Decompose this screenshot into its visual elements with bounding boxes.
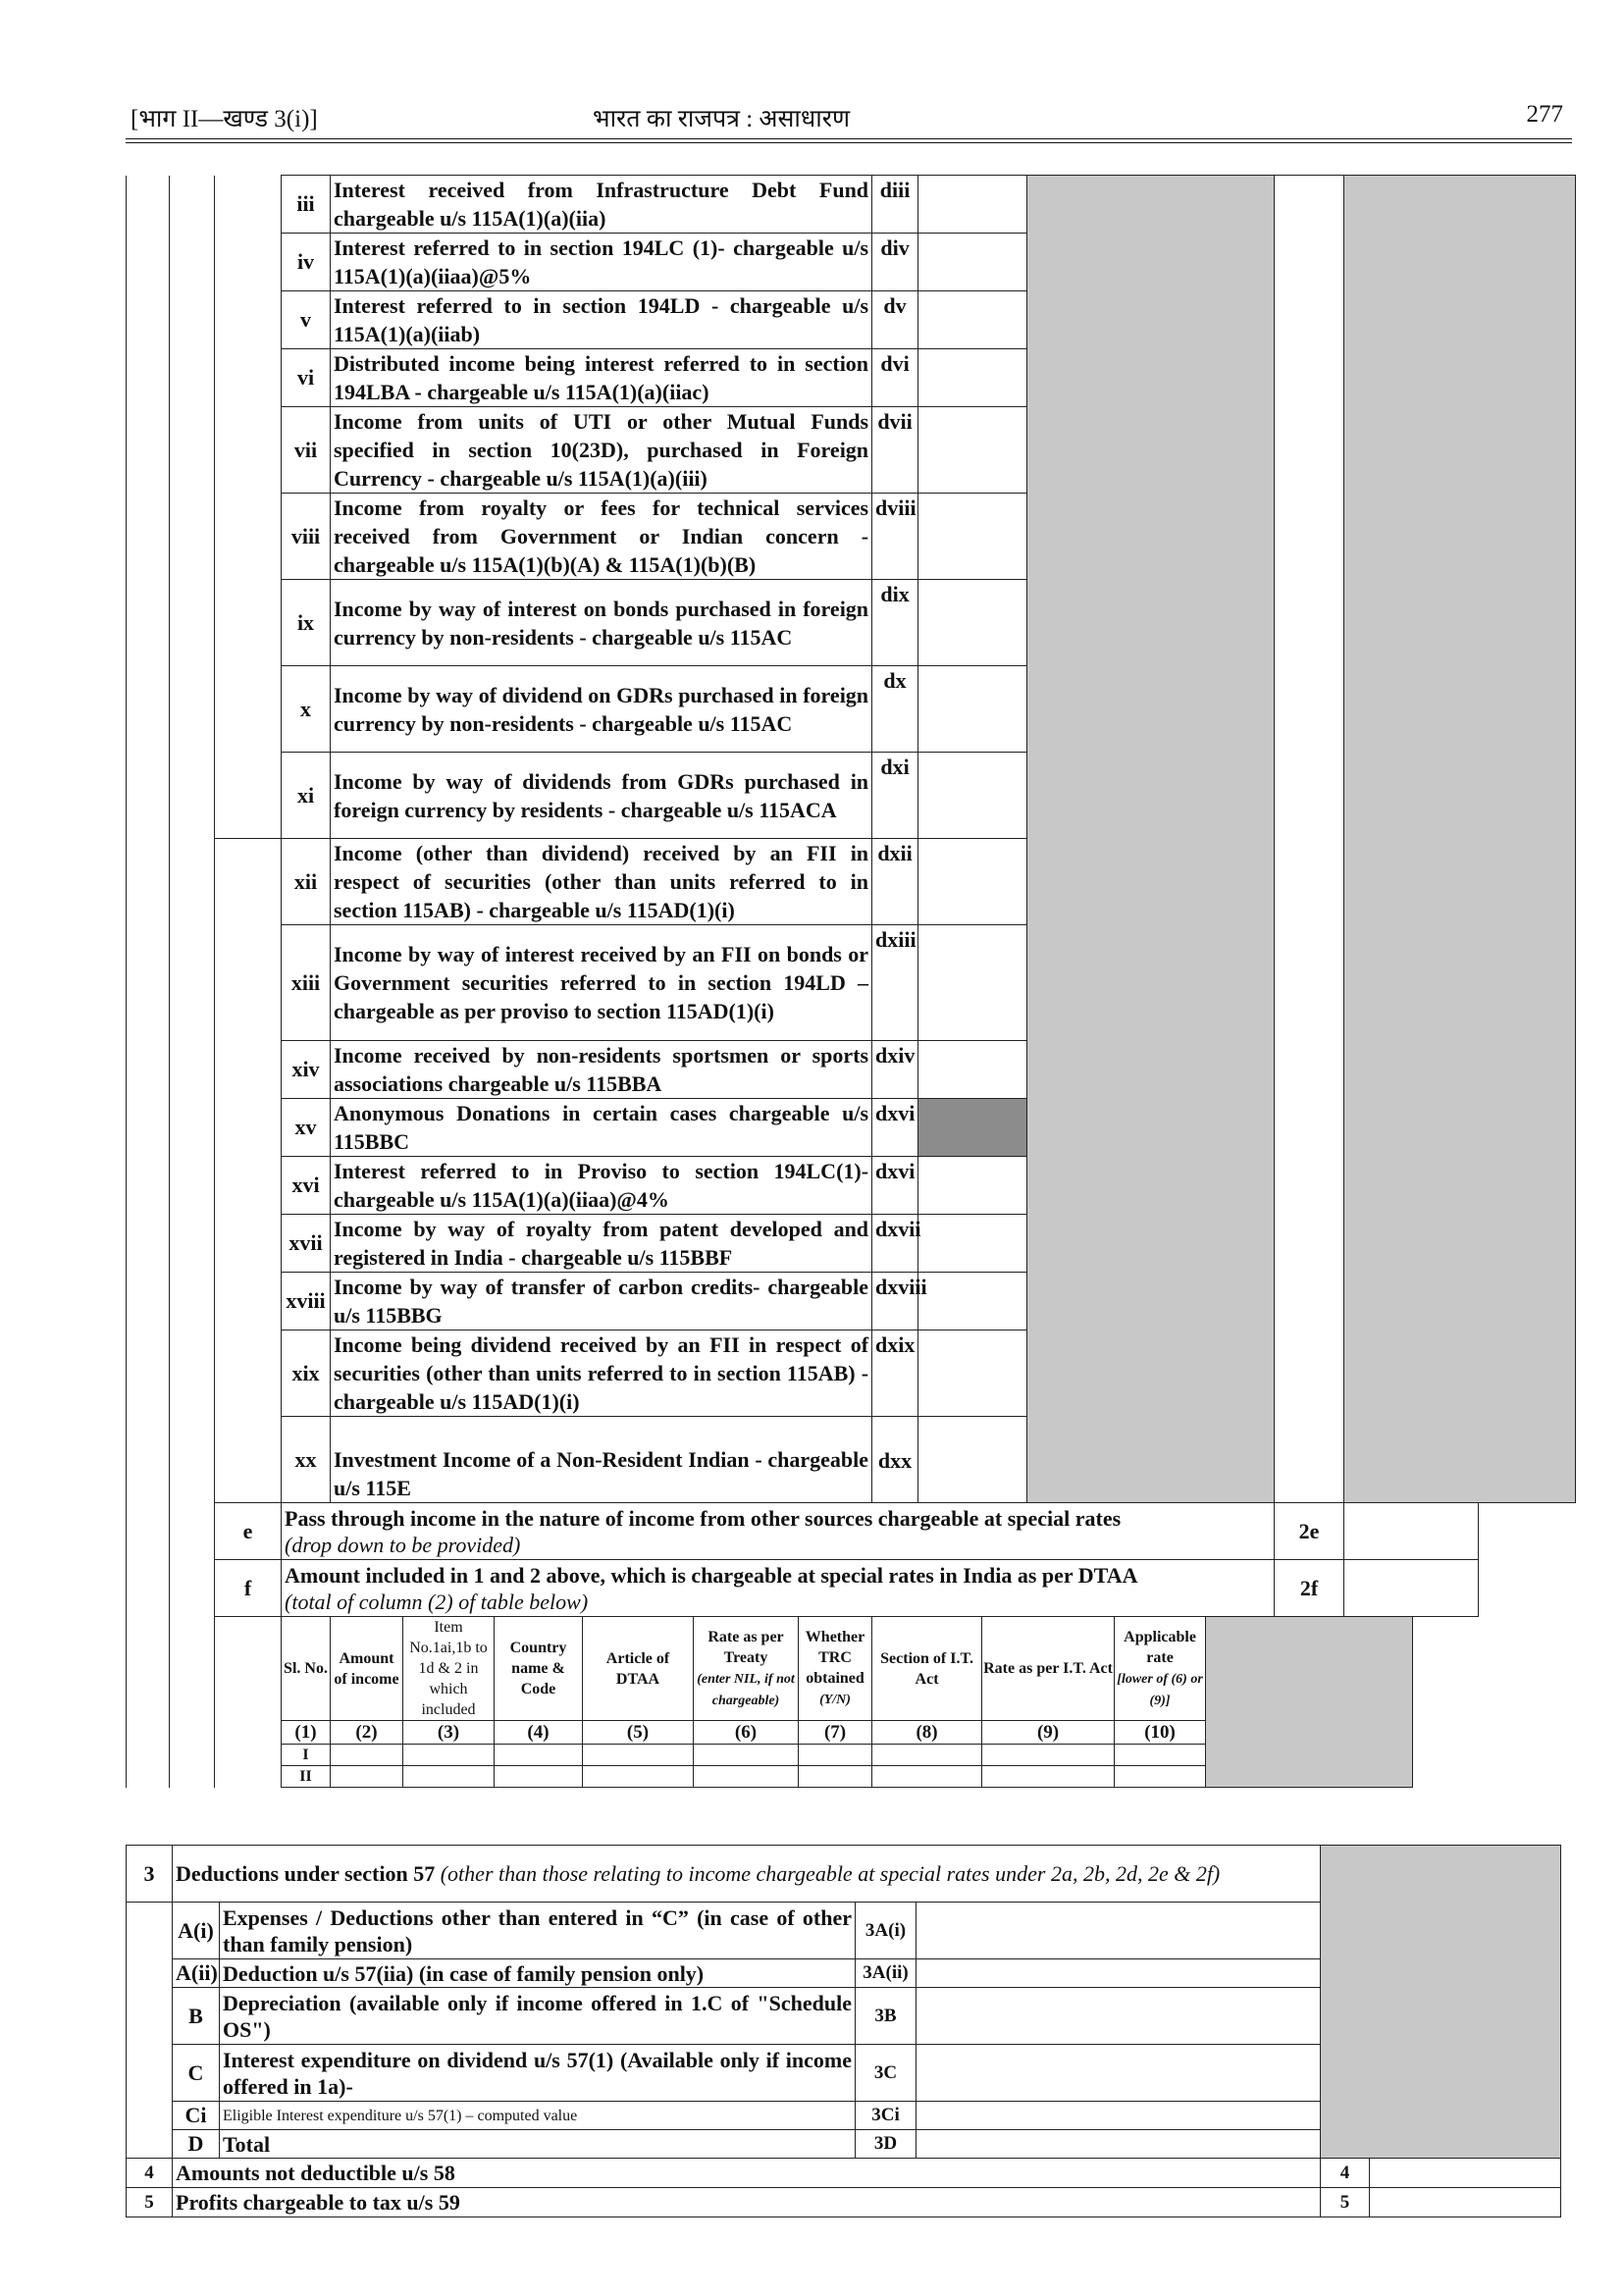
- row5: [127, 2188, 1561, 2217]
- dtaa-column-number: (10): [1115, 1721, 1206, 1745]
- margin-cell: [127, 1041, 170, 1099]
- margin-cell: [170, 1330, 215, 1417]
- dtaa-header-label: Rate as per Treaty: [707, 1628, 784, 1666]
- dtaa-input-cell[interactable]: [872, 1745, 982, 1766]
- row-label: e: [215, 1503, 282, 1560]
- row-number: v: [282, 291, 331, 349]
- row-number: viii: [282, 494, 331, 580]
- dtaa-input-cell[interactable]: [1115, 1766, 1206, 1788]
- row-description: Interest received from Infrastructure Debt Fund chargeable u/s 115A(1)(a)(iia): [331, 176, 872, 234]
- margin-cell: [170, 925, 215, 1041]
- row-number: iii: [282, 176, 331, 234]
- amount-field[interactable]: [918, 234, 1027, 291]
- amount-field[interactable]: [918, 580, 1027, 666]
- margin-cell: [127, 407, 170, 494]
- row-code: dxix: [872, 1330, 918, 1417]
- row-note: (drop down to be provided): [285, 1532, 521, 1557]
- row-code: dxx: [872, 1417, 918, 1503]
- margin-cell: [170, 1503, 215, 1560]
- dtaa-input-cell[interactable]: [403, 1766, 495, 1788]
- dtaa-input-cell[interactable]: [694, 1745, 799, 1766]
- row-code: dxii: [872, 839, 918, 925]
- deduction-label: A(i): [173, 1903, 220, 1959]
- dtaa-input-cell[interactable]: [799, 1766, 872, 1788]
- dtaa-column-header: [694, 1617, 799, 1721]
- amount-field[interactable]: [918, 1330, 1027, 1417]
- shaded-area: [1344, 176, 1576, 1503]
- sub-item-cell: [215, 1215, 282, 1273]
- row-number: xiii: [282, 925, 331, 1041]
- dtaa-column-header: [872, 1617, 982, 1721]
- dtaa-column-number: (8): [872, 1721, 982, 1745]
- margin-cell: [170, 580, 215, 666]
- row-code: dix: [872, 580, 918, 666]
- dtaa-column-header: [331, 1617, 403, 1721]
- margin-cell: [170, 234, 215, 291]
- sub-item-cell: [215, 1099, 282, 1157]
- amount-field[interactable]: [918, 1215, 1027, 1273]
- deduction-text: Depreciation (available only if income offered in 1.C of "Schedule OS"): [220, 1988, 856, 2045]
- sub-item-cell: [215, 1330, 282, 1417]
- margin-cell: [127, 1903, 173, 2159]
- row-row_f: [127, 1560, 1576, 1617]
- row-code: dv: [872, 291, 918, 349]
- row-code: dxi: [872, 753, 918, 839]
- margin-cell: [127, 925, 170, 1041]
- dtaa-header-label: Section of I.T. Act: [880, 1649, 973, 1688]
- margin-cell: [170, 1041, 215, 1099]
- section-57-deductions-table: [126, 1845, 1561, 2217]
- gazette-title: भारत का राजपत्र : असाधारण: [593, 106, 851, 132]
- margin-cell: [170, 1617, 215, 1788]
- dtaa-column-number: (9): [982, 1721, 1115, 1745]
- margin-cell: [127, 349, 170, 407]
- row-number: xiv: [282, 1041, 331, 1099]
- row-code: dxvi: [872, 1157, 918, 1215]
- sub-item-cell: [215, 580, 282, 666]
- row-description: Interest referred to in section 194LD - chargeable u/s 115A(1)(a)(iiab): [331, 291, 872, 349]
- dtaa-header-label: Rate as per I.T. Act: [983, 1660, 1113, 1677]
- margin-cell: [127, 234, 170, 291]
- row-code: dxviii: [872, 1273, 918, 1330]
- margin-cell: [127, 753, 170, 839]
- row-code: 2f: [1275, 1560, 1344, 1617]
- dtaa-input-cell[interactable]: [982, 1745, 1115, 1766]
- dtaa-header-label: Amount of income: [334, 1649, 399, 1688]
- dtaa-column-header: [1115, 1617, 1206, 1721]
- sub-item-cell: [215, 666, 282, 753]
- amount-field[interactable]: [918, 407, 1027, 494]
- header-rule: [126, 138, 1572, 139]
- header-rule-double: [126, 142, 1572, 143]
- deduction-label: C: [173, 2045, 220, 2102]
- row-number: xvii: [282, 1215, 331, 1273]
- row-number: vii: [282, 407, 331, 494]
- margin-cell: [170, 1157, 215, 1215]
- dtaa-header-label: Sl. No.: [284, 1660, 328, 1677]
- margin-cell: [170, 291, 215, 349]
- dtaa-input-cell[interactable]: [495, 1766, 583, 1788]
- row-text: Amounts not deductible u/s 58: [173, 2159, 1321, 2188]
- margin-cell: [170, 1560, 215, 1617]
- deduction-text: Expenses / Deductions other than entered in “C” (in case of other than family pension): [220, 1903, 856, 1959]
- sub-item-cell: [215, 753, 282, 839]
- margin-cell: [215, 1617, 282, 1788]
- row-number: xi: [282, 753, 331, 839]
- dtaa-column-header: [282, 1617, 331, 1721]
- sub-item-cell: [215, 349, 282, 407]
- margin-cell: [170, 176, 215, 234]
- section-3-note: (other than those relating to income chargeable at special rates under 2a, 2b, 2d, 2e & 2f): [440, 1861, 1221, 1886]
- row-number: xx: [282, 1417, 331, 1503]
- dtaa-header-label: Item No.1ai,1b to 1d & 2 in which included: [409, 1619, 488, 1718]
- dtaa-input-cell[interactable]: [403, 1745, 495, 1766]
- row-description: Income by way of transfer of carbon credits- chargeable u/s 115BBG: [331, 1273, 872, 1330]
- amount-field[interactable]: [918, 925, 1027, 1041]
- sub-item-cell: [215, 1041, 282, 1099]
- row-description: Income by way of dividend on GDRs purchased in foreign currency by non-residents - chargeable u/s 115AC: [331, 666, 872, 753]
- margin-cell: [170, 1099, 215, 1157]
- margin-cell: [170, 407, 215, 494]
- amount-field[interactable]: [918, 291, 1027, 349]
- margin-cell: [127, 176, 170, 234]
- amount-field[interactable]: [917, 1903, 1321, 1959]
- amount-field[interactable]: [1370, 2159, 1561, 2188]
- amount-field[interactable]: [918, 1157, 1027, 1215]
- shaded-area: [1321, 1846, 1561, 2159]
- margin-cell: [127, 666, 170, 753]
- dtaa-header-label: Article of DTAA: [605, 1649, 670, 1688]
- row-code: 2e: [1275, 1503, 1344, 1560]
- sub-item-cell: [215, 494, 282, 580]
- schedule-os-special-rates-table: [126, 175, 1576, 1788]
- amount-field[interactable]: [918, 666, 1027, 753]
- row-description: Interest referred to in section 194LC (1)- chargeable u/s 115A(1)(a)(iiaa)@5%: [331, 234, 872, 291]
- deduction-text: Deduction u/s 57(iia) (in case of family pension only): [220, 1959, 856, 1988]
- margin-cell: [170, 1273, 215, 1330]
- margin-cell: [170, 1215, 215, 1273]
- amount-field[interactable]: [918, 753, 1027, 839]
- deduction-text: Eligible Interest expenditure u/s 57(1) – computed value: [220, 2102, 856, 2130]
- margin-cell: [127, 1617, 170, 1788]
- margin-cell: [127, 1560, 170, 1617]
- dtaa-column-number: (6): [694, 1721, 799, 1745]
- row-number: 5: [127, 2188, 173, 2217]
- amount-field[interactable]: [918, 1417, 1027, 1503]
- dtaa-column-header: [799, 1617, 872, 1721]
- deduction-code: 3D: [856, 2130, 917, 2159]
- margin-cell: [170, 753, 215, 839]
- margin-cell: [127, 1417, 170, 1503]
- page-header: [0, 101, 1624, 140]
- row-number: xv: [282, 1099, 331, 1157]
- amount-field[interactable]: [918, 494, 1027, 580]
- deduction-text: Interest expenditure on dividend u/s 57(1) (Available only if income offered in 1a)-: [220, 2045, 856, 2102]
- dtaa-input-cell[interactable]: [694, 1766, 799, 1788]
- dtaa-input-cell[interactable]: [583, 1766, 694, 1788]
- section-3-title: [173, 1846, 1321, 1903]
- amount-field[interactable]: [1344, 1560, 1479, 1617]
- margin-cell: [127, 1215, 170, 1273]
- dtaa-input-cell[interactable]: [1115, 1745, 1206, 1766]
- row-description: Anonymous Donations in certain cases chargeable u/s 115BBC: [331, 1099, 872, 1157]
- row-number: xvi: [282, 1157, 331, 1215]
- dtaa-header-label: Whether TRC obtained: [805, 1629, 865, 1687]
- row-description: Income from royalty or fees for technical services received from Government or Indian concern - chargeable u/s 115A(1)(b)(A) & 115A(1)(b)(B): [331, 494, 872, 580]
- row-description: Income by way of royalty from patent developed and registered in India - chargeable u/s 115BBF: [331, 1215, 872, 1273]
- row-number: 4: [127, 2159, 173, 2188]
- row-number: xviii: [282, 1273, 331, 1330]
- dtaa-column-header: [982, 1617, 1115, 1721]
- dtaa-input-cell[interactable]: [799, 1745, 872, 1766]
- row-number: xii: [282, 839, 331, 925]
- margin-cell: [127, 291, 170, 349]
- row-code: dxiv: [872, 1041, 918, 1099]
- sub-item-cell: [215, 925, 282, 1041]
- dtaa-header-note: (Y/N): [819, 1693, 851, 1707]
- amount-field[interactable]: [918, 176, 1027, 234]
- margin-cell: [127, 580, 170, 666]
- amount-field[interactable]: [918, 1273, 1027, 1330]
- deduction-label: Ci: [173, 2102, 220, 2130]
- amount-field[interactable]: [1344, 1503, 1479, 1560]
- deduction-code: 3A(i): [856, 1903, 917, 1959]
- row-code: dx: [872, 666, 918, 753]
- row-description: Income from units of UTI or other Mutual Funds specified in section 10(23D), purchased in Foreign Currency - chargeable u/s 115A(1)(a)(iii): [331, 407, 872, 494]
- row-title: Pass through income in the nature of income from other sources chargeable at special rates: [285, 1505, 1122, 1531]
- row-description: Investment Income of a Non-Resident Indian - chargeable u/s 115E: [331, 1417, 872, 1503]
- sub-item-cell: [215, 291, 282, 349]
- amount-field[interactable]: [917, 2102, 1321, 2130]
- row-description: Income being dividend received by an FII in respect of securities (other than units referred to in section 115AB) - chargeable u/s 115AD(1)(i): [331, 1330, 872, 1417]
- sub-item-cell: [215, 407, 282, 494]
- row-code: 5: [1321, 2188, 1370, 2217]
- margin-cell: [170, 494, 215, 580]
- deduction-code: 3B: [856, 1988, 917, 2045]
- row-description: Interest referred to in Proviso to section 194LC(1)-chargeable u/s 115A(1)(a)(iiaa)@4%: [331, 1157, 872, 1215]
- dtaa-input-cell[interactable]: [583, 1745, 694, 1766]
- row-row_e: [127, 1503, 1576, 1560]
- dtaa-column-number: (1): [282, 1721, 331, 1745]
- dtaa-row-label: II: [282, 1766, 331, 1788]
- dtaa-header-note: (enter NIL, if not chargeable): [697, 1671, 795, 1708]
- page-number: 277: [1526, 101, 1563, 128]
- row-description: Income by way of dividends from GDRs purchased in foreign currency by residents - chargeable u/s 115ACA: [331, 753, 872, 839]
- row-code: dxvi: [872, 1099, 918, 1157]
- dtaa-header-label: Applicable rate: [1124, 1628, 1196, 1666]
- deduction-label: B: [173, 1988, 220, 2045]
- row-description: Distributed income being interest referred to in section 194LBA - chargeable u/s 115A(1)(a)(iiac): [331, 349, 872, 407]
- dtaa-column-number: (2): [331, 1721, 403, 1745]
- row-number: vi: [282, 349, 331, 407]
- row-number: xix: [282, 1330, 331, 1417]
- margin-cell: [127, 1157, 170, 1215]
- row-code: dvi: [872, 349, 918, 407]
- row-description: Income by way of interest received by an FII on bonds or Government securities referred to in section 194LD – chargeable as per proviso to section 115AD(1)(i): [331, 925, 872, 1041]
- section-3-title-row: [127, 1846, 1561, 1903]
- margin-cell: [170, 349, 215, 407]
- part-section-label: [भाग II—खण्ड 3(i)]: [131, 106, 318, 132]
- margin-cell: [127, 1330, 170, 1417]
- blank-gap: [1275, 176, 1344, 1503]
- section-3-heading: Deductions under section 57: [176, 1861, 436, 1886]
- amount-field[interactable]: [1370, 2188, 1561, 2217]
- margin-cell: [127, 1099, 170, 1157]
- dtaa-header-label: Country name & Code: [509, 1640, 567, 1697]
- dtaa-column-header: [403, 1617, 495, 1721]
- margin-cell: [127, 1273, 170, 1330]
- dtaa-input-cell[interactable]: [495, 1745, 583, 1766]
- deduction-label: D: [173, 2130, 220, 2159]
- row-code: div: [872, 234, 918, 291]
- amount-field[interactable]: [917, 2045, 1321, 2102]
- deduction-label: A(ii): [173, 1959, 220, 1988]
- row-code: dvii: [872, 407, 918, 494]
- deduction-code: 3C: [856, 2045, 917, 2102]
- dtaa-row-label: I: [282, 1745, 331, 1766]
- amount-field[interactable]: [918, 1041, 1027, 1099]
- row-description: Income by way of interest on bonds purchased in foreign currency by non-residents - chargeable u/s 115AC: [331, 580, 872, 666]
- amount-field[interactable]: [917, 2130, 1321, 2159]
- dtaa-input-cell[interactable]: [872, 1766, 982, 1788]
- row-text: [282, 1503, 1275, 1560]
- dtaa-header-row: [127, 1617, 1576, 1721]
- sub-item-cell: [215, 234, 282, 291]
- sub-item-cell: [215, 839, 282, 925]
- row-code: diii: [872, 176, 918, 234]
- row-number: ix: [282, 580, 331, 666]
- sub-item-cell: [215, 1417, 282, 1503]
- margin-cell: [127, 1503, 170, 1560]
- dtaa-column-number: (7): [799, 1721, 872, 1745]
- margin-cell: [170, 666, 215, 753]
- row-number: 3: [127, 1846, 173, 1903]
- margin-cell: [127, 494, 170, 580]
- row-code: dxiii: [872, 925, 918, 1041]
- dtaa-header-note: [lower of (6) or (9)]: [1117, 1671, 1203, 1708]
- amount-field[interactable]: [917, 1988, 1321, 2045]
- row-code: dxvii: [872, 1215, 918, 1273]
- deduction-code: 3A(ii): [856, 1959, 917, 1988]
- shaded-area: [1027, 176, 1275, 1503]
- row4: [127, 2159, 1561, 2188]
- dtaa-input-cell[interactable]: [331, 1766, 403, 1788]
- shaded-area: [1206, 1617, 1413, 1788]
- dtaa-column-header: [495, 1617, 583, 1721]
- row-number: x: [282, 666, 331, 753]
- dtaa-input-cell[interactable]: [331, 1745, 403, 1766]
- sub-item-cell: [215, 1157, 282, 1215]
- row-title: Amount included in 1 and 2 above, which is chargeable at special rates in India as per DTAA: [285, 1562, 1138, 1588]
- dtaa-column-number: (3): [403, 1721, 495, 1745]
- row-label: f: [215, 1560, 282, 1617]
- row-code: dviii: [872, 494, 918, 580]
- dtaa-input-cell[interactable]: [982, 1766, 1115, 1788]
- margin-cell: [127, 839, 170, 925]
- dtaa-column-number: (5): [583, 1721, 694, 1745]
- sub-item-cell: [215, 1273, 282, 1330]
- row-number: iv: [282, 234, 331, 291]
- deduction-code: 3Ci: [856, 2102, 917, 2130]
- amount-field[interactable]: [918, 1099, 1027, 1157]
- dtaa-column-header: [583, 1617, 694, 1721]
- amount-field[interactable]: [918, 349, 1027, 407]
- special-rate-row: [127, 176, 1576, 234]
- row-text: [282, 1560, 1275, 1617]
- margin-cell: [170, 1417, 215, 1503]
- deduction-text: Total: [220, 2130, 856, 2159]
- amount-field[interactable]: [918, 839, 1027, 925]
- row-description: Income (other than dividend) received by an FII in respect of securities (other than units referred to in section 115AB) - chargeable u/s 115AD(1)(i): [331, 839, 872, 925]
- dtaa-column-number: (4): [495, 1721, 583, 1745]
- row-note: (total of column (2) of table below): [285, 1589, 589, 1614]
- row-code: 4: [1321, 2159, 1370, 2188]
- margin-cell: [170, 839, 215, 925]
- amount-field[interactable]: [917, 1959, 1321, 1988]
- sub-item-cell: [215, 176, 282, 234]
- row-description: Income received by non-residents sportsmen or sports associations chargeable u/s 115BBA: [331, 1041, 872, 1099]
- row-text: Profits chargeable to tax u/s 59: [173, 2188, 1321, 2217]
